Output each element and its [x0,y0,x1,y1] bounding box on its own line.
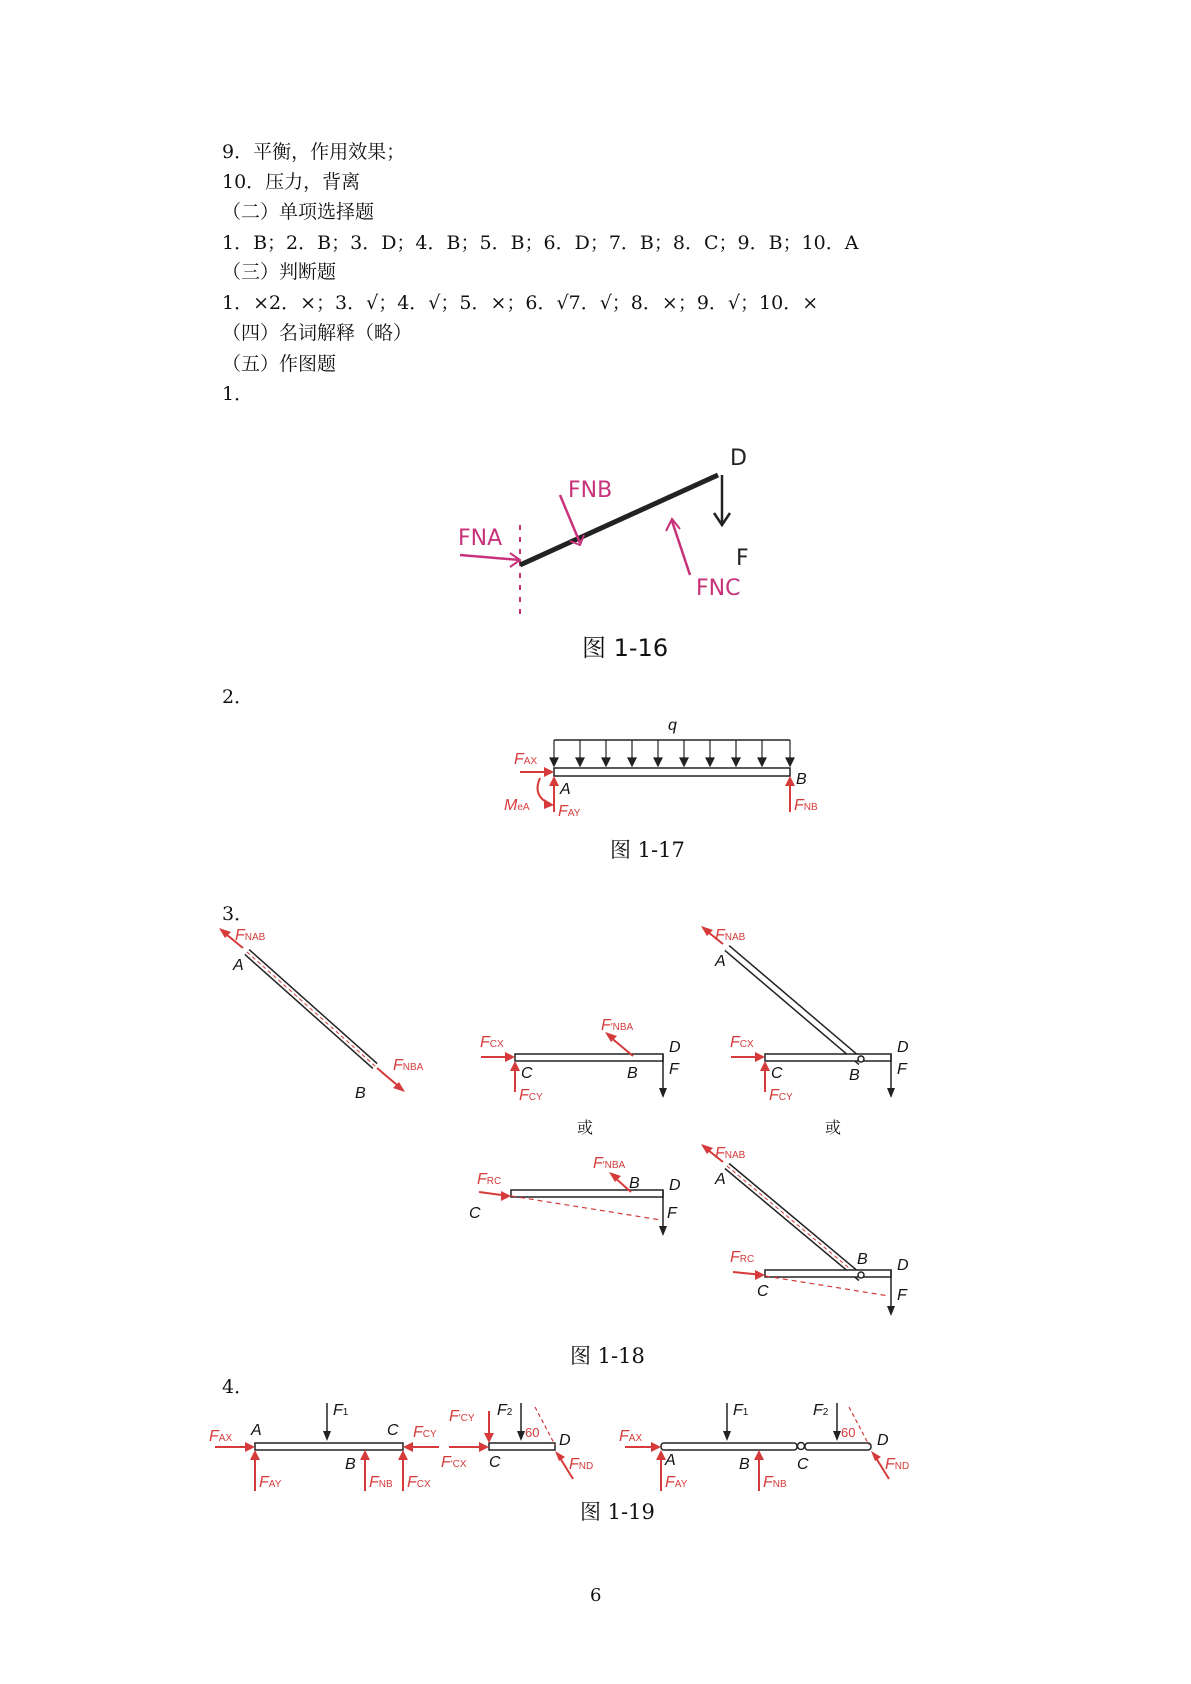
svg-text:FNAB [715,1145,746,1162]
figure-1-18-caption: 图 1-18 [570,1344,645,1368]
label-cx: CX [489,1039,504,1050]
label-b: B [849,1067,860,1084]
section-heading-terms: （四）名词解释（略） [222,322,413,344]
label-fnb-sub: NB [803,802,818,813]
figure-1-19 [205,1395,1005,1505]
label-f: F [813,1402,823,1419]
label-f: F [480,1034,490,1051]
svg-text:FNB [369,1474,393,1491]
choice-answers: 1．B；2．B；3．D；4．B；5．B；6．D；7．B；8．C；9．B；10．A [222,232,859,254]
svg-text:FAX [619,1428,642,1445]
label-f: F [763,1474,773,1491]
label-cx: CX [416,1479,431,1490]
label-c: C [771,1065,783,1082]
label-f: F [259,1474,269,1491]
label-b: B [355,1085,366,1102]
label-fay-sub: AY [567,808,581,819]
label-rc: RC [739,1254,755,1265]
judge-answers: 1．×2．×；3．√；4．√；5．×；6．√7．√；8．×；9．√；10．× [222,292,819,314]
label-nb: NB [378,1479,393,1490]
label-c: C [489,1454,501,1471]
label-f: F [897,1287,907,1304]
label-d: D [897,1257,909,1274]
label-f: F [885,1456,895,1473]
label-nb: NB [772,1479,787,1490]
svg-text:F2 [497,1402,513,1419]
label-f: F [669,1061,679,1078]
label-rc: RC [486,1176,502,1187]
label-f: F [730,1249,740,1266]
label-fnb: F [794,797,804,814]
label-mea-sub: eA [517,802,530,813]
question-2-number: 2． [222,686,254,708]
label-nd: ND [894,1461,910,1472]
label-cx-prime: ′CX [450,1459,467,1470]
label-angle: 60 [841,1425,856,1440]
label-f2: 2 [506,1407,513,1418]
page-number: 6 [590,1585,602,1606]
label-a: A [233,957,244,974]
label-f: F [333,1402,343,1419]
svg-text:FNAB [715,927,746,944]
label-f: F [769,1087,779,1104]
label-c: C [757,1283,769,1300]
svg-text:FND [569,1456,593,1473]
label-a: A [715,1171,726,1188]
svg-text:F′NBA [593,1155,626,1172]
or-text: 或 [577,1118,594,1137]
svg-text:FNAB [235,927,266,944]
svg-text:F′NBA [601,1017,634,1034]
section-heading-choice: （二）单项选择题 [222,201,375,223]
label-f1: 1 [342,1407,349,1418]
label-cy: CY [778,1092,793,1103]
label-d: D [897,1039,909,1056]
label-f: F [519,1087,529,1104]
label-b: B [627,1065,638,1082]
svg-text:FAY [665,1474,688,1491]
label-nab: NAB [724,932,746,943]
label-d: D [730,446,747,471]
label-f: F [601,1017,611,1034]
svg-text:F1 [333,1402,349,1419]
svg-text:FAY [558,803,581,820]
label-ay: AY [268,1479,282,1490]
label-mea: M [504,797,518,814]
label-a: A [665,1452,676,1469]
label-d: D [669,1039,681,1056]
label-nab: NAB [724,1150,746,1161]
svg-text:F2 [813,1402,829,1419]
label-f: F [449,1408,459,1425]
label-b: B [857,1251,868,1268]
svg-text:FAX [209,1428,232,1445]
label-f: F [497,1402,507,1419]
label-a: A [251,1422,262,1439]
svg-text:FNB [763,1474,787,1491]
or-text: 或 [825,1118,842,1137]
label-nba-prime: ′NBA [602,1160,626,1171]
answer-fill-9: 9．平衡，作用效果； [222,141,406,163]
figure-1-19-caption: 图 1-19 [580,1500,655,1524]
svg-text:FCY [519,1087,543,1104]
label-fnb: FNB [568,478,613,503]
label-ax: AX [628,1433,643,1444]
label-cy: CY [528,1092,543,1103]
label-f: F [393,1057,403,1074]
label-q: q [668,717,677,734]
label-nd: ND [578,1461,594,1472]
label-cx: CX [739,1039,754,1050]
label-f1: 1 [742,1407,749,1418]
label-cy-prime: ′CY [458,1413,475,1424]
svg-text:FRC [477,1171,501,1188]
svg-text:MeA [504,797,530,814]
question-4-number: 4． [222,1376,254,1398]
label-f: F [736,546,749,571]
label-nba-prime: ′NBA [610,1022,634,1033]
svg-text:F1 [733,1402,749,1419]
section-heading-drawing: （五）作图题 [222,353,337,375]
svg-text:FND [885,1456,909,1473]
label-f: F [715,927,725,944]
figure-1-17 [500,712,860,822]
label-a: A [715,953,726,970]
label-fnc: FNC [696,576,741,601]
label-nba: NBA [402,1062,424,1073]
svg-text:FRC [730,1249,754,1266]
label-f: F [407,1474,417,1491]
label-angle: 60 [525,1425,540,1440]
label-cy: CY [422,1429,437,1440]
label-ax: AX [218,1433,233,1444]
figure-1-16-caption: 图 1-16 [582,634,669,662]
label-fax: F [514,751,524,768]
svg-text:FCY [769,1087,793,1104]
label-f: F [369,1474,379,1491]
svg-text:FNB [794,797,818,814]
answer-fill-10: 10．压力，背离 [222,171,361,193]
label-c: C [521,1065,533,1082]
label-a: A [560,781,571,798]
question-3-number: 3． [222,903,254,925]
label-f: F [441,1454,451,1471]
label-f: F [477,1171,487,1188]
label-c: C [469,1205,481,1222]
svg-text:F′CX [441,1454,467,1471]
svg-text:FCX [730,1034,754,1051]
label-fay: F [558,803,568,820]
label-b: B [796,771,807,788]
label-f: F [619,1428,629,1445]
label-d: D [877,1432,889,1449]
label-f: F [209,1428,219,1445]
figure-1-18 [215,920,975,1320]
svg-text:FNBA [393,1057,424,1074]
label-fna: FNA [458,526,503,551]
label-d: D [669,1177,681,1194]
label-c: C [797,1456,809,1473]
svg-text:FCY [413,1424,437,1441]
label-b: B [345,1456,356,1473]
label-f: F [413,1424,423,1441]
question-1-number: 1． [222,383,254,405]
label-f: F [733,1402,743,1419]
label-f: F [715,1145,725,1162]
label-fax-sub: AX [523,756,538,767]
label-d: D [559,1432,571,1449]
label-f: F [593,1155,603,1172]
label-f: F [730,1034,740,1051]
svg-text:FCX [480,1034,504,1051]
svg-text:FAY [259,1474,282,1491]
label-f: F [667,1205,677,1222]
label-nab: NAB [244,932,266,943]
label-b: B [629,1175,640,1192]
svg-text:FAX [514,751,537,768]
label-b: B [739,1456,750,1473]
label-f: F [235,927,245,944]
label-ay: AY [674,1479,688,1490]
label-f2: 2 [822,1407,829,1418]
svg-text:F′CY [449,1408,475,1425]
label-c: C [387,1422,399,1439]
svg-text:FCX [407,1474,431,1491]
label-f: F [569,1456,579,1473]
label-f: F [665,1474,675,1491]
section-heading-judge: （三）判断题 [222,261,337,283]
figure-1-17-caption: 图 1-17 [610,838,685,862]
label-f: F [897,1061,907,1078]
